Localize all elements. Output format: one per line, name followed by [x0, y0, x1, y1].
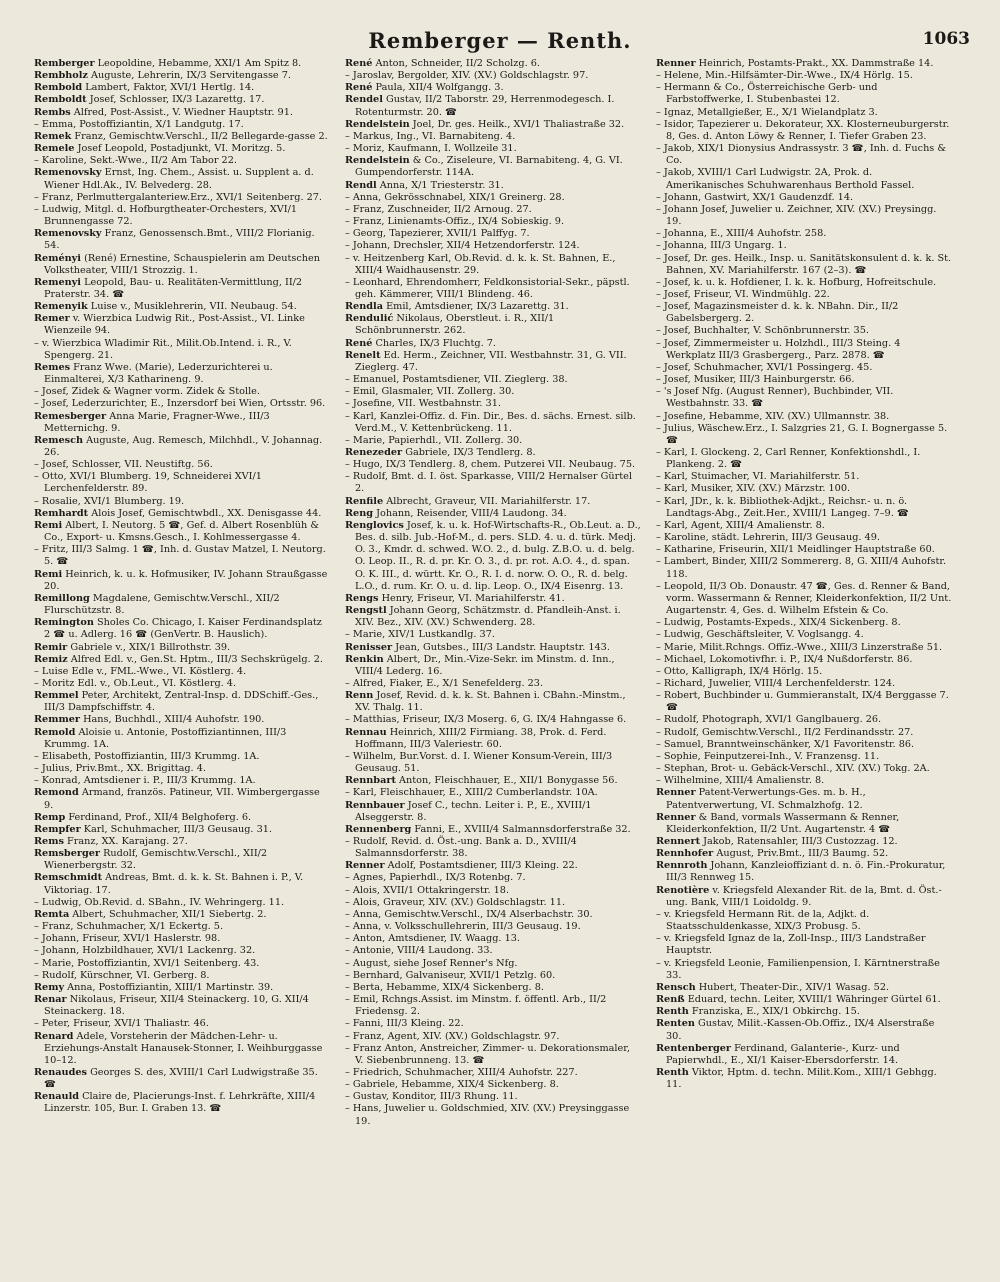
entry-surname: Renner: [656, 787, 696, 799]
directory-entry: – Johanna, E., XIII/4 Auhofstr. 258.: [656, 228, 827, 240]
directory-entry: Renner Adolf, Postamtsdiener, III/3 Kleing. 22.: [345, 860, 578, 872]
directory-entry: Remillong Magdalene, Gemischtw.Verschl., XII/2 Flurschützstr. 8.: [34, 592, 280, 617]
entry-surname: Renotière: [656, 884, 710, 896]
directory-entry: – Franz Anton, Anstreicher, Zimmer- u. Dekorationsmaler, V. Siebenbrunneng. 13. ☎: [345, 1042, 630, 1066]
directory-entry: – Anna, Gemischtw.Verschl., IX/4 Alserbachstr. 30.: [345, 908, 593, 920]
entry-surname: Rendelstein: [345, 155, 410, 167]
entry-surname: Rembold: [34, 82, 83, 94]
directory-entry: – Julius, Priv.Bmt., XX. Brigittag. 4.: [34, 763, 206, 775]
directory-entry: Remta Albert, Schuhmacher, XII/1 Siebertg. 2.: [34, 908, 267, 920]
directory-entry: – Friedrich, Schuhmacher, XIII/4 Auhofstr. 227.: [345, 1066, 578, 1078]
directory-entry: – 's Josef Nfg. (August Renner), Buchbinder, VII. Westbahnstr. 33. ☎: [656, 386, 894, 410]
directory-entry: Remmer Hans, Buchhdl., XIII/4 Auhofstr. 190.: [34, 714, 265, 726]
entry-surname: Rendulić: [345, 313, 394, 325]
entry-surname: René: [345, 82, 373, 94]
directory-entry: – v. Kriegsfeld Ignaz de la, Zoll-Insp., III/3 Landstraßer Hauptstr.: [656, 933, 926, 957]
entry-surname: Rennau: [345, 726, 387, 738]
directory-entry: Renard Adele, Vorsteherin der Mädchen-Lehr- u. Erziehungs-Anstalt Hanausek-Stonner, I. Weihburggasse 10–12.: [34, 1030, 323, 1066]
directory-entry: Rendelstein & Co., Ziseleure, VI. Barnabiteng. 4, G. VI. Gumpendorferstr. 114A.: [345, 155, 623, 179]
entry-surname: Remenyi: [34, 276, 81, 288]
directory-entry: – Lambert, Binder, XIII/2 Sommererg. 8, G. XIII/4 Auhofstr. 118.: [656, 556, 947, 580]
entry-surname: Renth: [656, 1006, 689, 1018]
directory-entry: – Emil, Rchngs.Assist. im Minstm. f. öffentl. Arb., II/2 Friedensg. 2.: [345, 994, 607, 1018]
entry-surname: Remesch: [34, 434, 84, 446]
directory-entry: – Josef, Zidek & Wagner vorm. Zidek & Stolle.: [34, 386, 260, 398]
directory-entry: Rendel Gustav, II/2 Taborstr. 29, Herrenmodegesch. I. Rotenturmstr. 20. ☎: [345, 94, 615, 118]
directory-entry: – Julius, Wäschew.Erz., I. Salzgries 21, G. I. Bognergasse 5. ☎: [656, 422, 948, 446]
directory-entry: – Ignaz, Metallgießer, E., X/1 Wielandplatz 3.: [656, 106, 878, 118]
page-number: 1063: [922, 29, 970, 49]
directory-entry: Remberger Leopoldine, Hebamme, XXI/1 Am Spitz 8.: [34, 58, 302, 69]
directory-entry: Remesch Auguste, Aug. Remesch, Milchhdl., V. Johannag. 26.: [34, 434, 323, 458]
directory-entry: René Charles, IX/3 Fluchtg. 7.: [345, 337, 496, 349]
directory-entry: – Katharine, Friseurin, XII/1 Meidlinger Hauptstraße 60.: [656, 544, 935, 556]
entry-surname: Reng: [345, 507, 374, 519]
entry-surname: Rennroth: [656, 860, 708, 872]
entry-surname: Rensch: [656, 981, 696, 993]
entry-surname: Rennenberg: [345, 823, 412, 835]
directory-entry: – Josefine, Hebamme, XIV. (XV.) Ullmannstr. 38.: [656, 410, 890, 422]
directory-entry: – Elisabeth, Postoffiziantin, III/3 Krummg. 1A.: [34, 750, 260, 762]
directory-entry: – Franz, Perlmuttergalanteriew.Erz., XVI/1 Seitenberg. 27.: [34, 191, 323, 203]
directory-entry: – Leopold, II/3 Ob. Donaustr. 47 ☎, Ges. d. Renner & Band, vorm. Wassermann & Renner, Kleiderkonfektion, II/2 Unt. Augartenstr. 4, Ges. d. Wilhelm Efstein & Co.: [656, 580, 952, 617]
directory-entry: Remesberger Anna Marie, Fragner-Wwe., III/3 Metternichg. 9.: [34, 410, 270, 434]
directory-entry: – Stephan, Brot- u. Gebäck-Verschl., XIV. (XV.) Tokg. 2A.: [656, 763, 930, 775]
directory-entry: – Gabriele, Hebamme, XIX/4 Sickenberg. 8.: [345, 1079, 559, 1091]
directory-entry: – Rudolf, Kürschner, VI. Gerberg. 8.: [34, 969, 210, 981]
entry-surname: Rendl: [345, 179, 377, 191]
entry-surname: Renar: [34, 994, 67, 1006]
directory-entry: – Josef, Lederzurichter, E., Inzersdorf bei Wien, Ortsstr. 96.: [34, 398, 326, 410]
directory-entry: – Ludwig, Mitgl. d. Hofburgtheater-Orchesters, XVI/1 Brunnengasse 72.: [34, 203, 298, 228]
directory-entry: – Peter, Friseur, XVI/1 Thaliastr. 46.: [34, 1018, 209, 1030]
directory-entry: – Marie, Papierhdl., VII. Zollerg. 30.: [345, 434, 523, 446]
directory-entry: Rengstl Johann Georg, Schätzmstr. d. Pfandleih-Anst. i. XIV. Bez., XIV. (XV.) Schwenderg. 28.: [345, 605, 621, 629]
directory-entry: – Marie, Postoffiziantin, XVI/1 Seitenberg. 43.: [34, 957, 260, 969]
directory-entry: Rennenberg Fanni, E., XVIII/4 Salmannsdorferstraße 32.: [345, 823, 631, 835]
directory-entry: Rennert Jakob, Ratensahler, III/3 Custozzag. 12.: [656, 836, 898, 847]
directory-entry: – Rudolf, Bmt. d. I. öst. Sparkasse, VIII/2 Hernalser Gürtel 2.: [345, 471, 632, 495]
directory-entry: Remold Aloisie u. Antonie, Postoffiziantinnen, III/3 Krummg. 1A.: [34, 726, 287, 750]
entry-surname: Rems: [34, 836, 64, 847]
directory-entry: – Luise Edle v., FML.-Wwe., VI. Köstlerg. 4.: [34, 665, 247, 677]
directory-entry: – Ludwig, Ob.Revid. d. SBahn., IV. Wehringerg. 11.: [34, 896, 285, 908]
directory-entry: – Josef, Buchhalter, V. Schönbrunnerstr. 35.: [656, 325, 869, 337]
entry-surname: Remer: [34, 313, 70, 325]
directory-entry: – Anton, Amtsdiener, IV. Waagg. 13.: [345, 933, 520, 945]
directory-entry: Rendulić Nikolaus, Oberstleut. i. R., XII/1 Schönbrunnerstr. 262.: [345, 313, 555, 337]
entry-surname: Renelt: [345, 349, 381, 361]
directory-entry: Rembholz Auguste, Lehrerin, IX/3 Servitengasse 7.: [34, 70, 291, 82]
directory-entry: – Josef, Schlosser, VII. Neustiftg. 56.: [34, 459, 213, 471]
directory-entry: Rennhofer August, Priv.Bmt., III/3 Baumg. 52.: [656, 848, 889, 860]
directory-entry: – Markus, Ing., VI. Barnabiteng. 4.: [345, 130, 516, 142]
entry-surname: Rennhofer: [656, 848, 714, 860]
entry-surname: Remenyik: [34, 301, 88, 313]
directory-entry: – Alois, Graveur, XIV. (XV.) Goldschlagstr. 11.: [345, 896, 566, 908]
directory-entry: Renezeder Gabriele, IX/3 Tendlerg. 8.: [345, 447, 536, 458]
page-header: [30, 26, 970, 56]
entry-surname: Renard: [34, 1030, 74, 1042]
entry-surname: Remington: [34, 617, 94, 629]
directory-entry: Renkin Albert, Dr., Min.-Vize-Sekr. im Minstm. d. Inn., VIII/4 Lederg. 16.: [345, 653, 615, 677]
directory-entry: Remschmidt Andreas, Bmt. d. k. k. St. Bahnen i. P., V. Viktoriag. 17.: [34, 872, 304, 896]
directory-entry: Renth Viktor, Hptm. d. techn. Milit.Kom., XIII/1 Gebhgg. 11.: [656, 1066, 937, 1091]
entry-surname: René: [345, 58, 373, 69]
entry-surname: Rennbart: [345, 775, 396, 787]
directory-entry: – Johann, Gastwirt, XX/1 Gaudenzdf. 14.: [656, 191, 854, 203]
directory-entry: – Karl, Fleischhauer, E., XIII/2 Cumberlandstr. 10A.: [345, 787, 598, 799]
directory-entry: Rempfer Karl, Schuhmacher, III/3 Geusaug. 31.: [34, 823, 272, 835]
directory-entry: – Karl, Stuimacher, VI. Mariahilferstr. 51.: [656, 471, 860, 483]
entry-surname: Rengs: [345, 592, 379, 604]
entry-surname: Remenovsky: [34, 167, 102, 179]
entry-surname: Renn: [345, 690, 374, 702]
directory-entry: Renn Josef, Revid. d. k. k. St. Bahnen i. CBahn.-Minstm., XV. Thalg. 11.: [345, 690, 626, 714]
entry-surname: Renauld: [34, 1091, 80, 1103]
directory-entry: – v. Kriegsfeld Leonie, Familienpension, I. Kärntnerstraße 33.: [656, 957, 940, 981]
directory-entry: – Josef, Friseur, VI. Windmühlg. 22.: [656, 288, 830, 300]
directory-entry: – Otto, XVI/1 Blumberg. 19, Schneiderei XVI/1 Lerchenfelderstr. 89.: [34, 471, 262, 495]
directory-entry: – Josefine, VII. Westbahnstr. 31.: [345, 398, 501, 410]
directory-entry: Renß Eduard, techn. Leiter, XVIII/1 Währinger Gürtel 61.: [656, 994, 941, 1006]
directory-entry: – Johann Josef, Juwelier u. Zeichner, XIV. (XV.) Preysingg. 19.: [656, 203, 937, 228]
entry-surname: Renfile: [345, 495, 384, 507]
directory-entry: Remir Gabriele v., XIX/1 Billrothstr. 39.: [34, 641, 231, 653]
entry-surname: Renner: [656, 58, 696, 69]
directory-entry: – Jaroslav, Bergolder, XIV. (XV.) Goldschlagstr. 97.: [345, 70, 589, 82]
directory-entry: – Johanna, III/3 Ungarg. 1.: [656, 240, 787, 252]
directory-entry: Rendl Anna, X/1 Triesterstr. 31.: [345, 179, 504, 191]
entry-surname: Remenovsky: [34, 228, 102, 240]
directory-entry: – August, siehe Josef Renner's Nfg.: [345, 957, 518, 969]
directory-entry: – Josef, k. u. k. Hofdiener, I. k. k. Hofburg, Hofreitschule.: [656, 276, 937, 288]
directory-entry: – Emanuel, Postamtsdiener, VII. Zieglerg. 38.: [345, 374, 568, 386]
directory-entry: – Josef, Zimmermeister u. Holzhdl., III/3 Steing. 4 Werkplatz III/3 Grasbergerg., Parz. 2878. ☎: [656, 337, 901, 361]
entry-surname: Remp: [34, 811, 66, 823]
directory-entry: – Moriz, Kaufmann, I. Wollzeile 31.: [345, 143, 517, 155]
directory-entry: Renfile Albrecht, Graveur, VII. Mariahilferstr. 17.: [345, 495, 591, 507]
directory-entry: Rembs Alfred, Post-Assist., V. Wiedner Hauptstr. 91.: [34, 106, 293, 118]
entry-surname: Remi: [34, 568, 63, 580]
entry-surname: Remschmidt: [34, 872, 103, 884]
column-2: [345, 58, 641, 1268]
directory-entry: Remenovsky Franz, Genossensch.Bmt., VIII/2 Florianig. 54.: [34, 228, 315, 252]
entry-surname: Rennbauer: [345, 799, 405, 811]
entry-surname: Remberger: [34, 58, 95, 69]
directory-entry: Rensch Hubert, Theater-Dir., XIV/1 Wasag. 52.: [656, 981, 890, 993]
directory-entry: Rendelstein Joel, Dr. ges. Heilk., XVI/1 Thaliastraße 32.: [345, 118, 625, 130]
directory-entry: Renth Franziska, E., XIX/1 Obkirchg. 15.: [656, 1006, 860, 1018]
entry-surname: Remsberger: [34, 848, 101, 860]
directory-entry: – v. Heitzenberg Karl, Ob.Revid. d. k. k. St. Bahnen, E., XIII/4 Waidhausenstr. 29.: [345, 252, 616, 276]
directory-entry: Remer v. Wierzbica Ludwig Rit., Post-Assist., VI. Linke Wienzeile 94.: [34, 313, 305, 337]
entry-surname: Rendelstein: [345, 118, 410, 130]
entry-surname: Reményi: [34, 252, 81, 264]
entry-surname: Remir: [34, 641, 68, 653]
directory-entry: Renisser Jean, Gutsbes., III/3 Landstr. Hauptstr. 143.: [345, 641, 610, 653]
directory-entry: Renar Nikolaus, Friseur, XII/4 Steinackerg. 10, G. XII/4 Steinackerg. 18.: [34, 994, 309, 1018]
directory-entry: – Gustav, Konditor, III/3 Rhung. 11.: [345, 1091, 518, 1103]
directory-entry: Remmel Peter, Architekt, Zentral-Insp. d. DDSchiff.-Ges., III/3 Dampfschiffstr. 4.: [34, 690, 319, 714]
directory-entry: Rentenberger Ferdinand, Galanterie-, Kurz- und Papierwhdl., E., XI/1 Kaiser-Ebersdorferstr. 14.: [656, 1042, 900, 1066]
entry-surname: Rempfer: [34, 823, 81, 835]
directory-entry: – Emil, Glasmaler, VII. Zollerg. 30.: [345, 386, 515, 398]
directory-entry: – Karoline, Sekt.-Wwe., II/2 Am Tabor 22.: [34, 155, 237, 167]
entry-surname: Renß: [656, 994, 685, 1006]
entry-surname: Remes: [34, 361, 71, 373]
entry-surname: Renaudes: [34, 1066, 87, 1078]
directory-entry: – Jakob, XIX/1 Dionysius Andrassystr. 3 ☎, Inh. d. Fuchs & Co.: [656, 143, 946, 167]
directory-entry: – Alois, XVII/1 Ottakringerstr. 18.: [345, 884, 510, 896]
directory-entry: Remiz Alfred Edl. v., Gen.St. Hptm., III/3 Sechskrügelg. 2.: [34, 653, 323, 665]
directory-entry: Remenyi Leopold, Bau- u. Realitäten-Vermittlung, II/2 Praterstr. 34. ☎: [34, 276, 303, 300]
entry-surname: Remi: [34, 519, 63, 531]
directory-entry: Reményi (René) Ernestine, Schauspielerin am Deutschen Volkstheater, VIII/1 Strozzig. 1.: [34, 252, 320, 276]
directory-entry: – Johann, Friseur, XVI/1 Haslerstr. 98.: [34, 933, 221, 945]
directory-entry: – Josef, Dr. ges. Heilk., Insp. u. Sanitätskonsulent d. k. k. St. Bahnen, XV. Mariahilferstr. 167 (2–3). ☎: [656, 252, 952, 276]
entry-surname: Remesberger: [34, 410, 107, 422]
directory-entry: Reng Johann, Reisender, VIII/4 Laudong. 34.: [345, 507, 567, 519]
entry-surname: Rembholz: [34, 70, 88, 82]
directory-entry: – Franz, Linienamts-Offiz., IX/4 Sobieskig. 9.: [345, 216, 565, 228]
entry-surname: Rengstl: [345, 605, 387, 617]
directory-entry: – Otto, Kalligraph, IX/4 Hörlg. 15.: [656, 665, 823, 677]
directory-entry: – Josef, Magazinsmeister d. k. k. NBahn. Dir., II/2 Gabelsbergerg. 2.: [656, 301, 899, 325]
directory-entry: Remenyik Luise v., Musiklehrerin, VII. Neubaug. 54.: [34, 301, 297, 313]
entry-surname: Rendel: [345, 94, 383, 106]
directory-entry: – v. Wierzbica Wladimir Rit., Milit.Ob.Intend. i. R., V. Spengerg. 21.: [34, 337, 292, 361]
entry-surname: Renglovics: [345, 519, 404, 531]
directory-entry: – Helene, Min.-Hilfsämter-Dir.-Wwe., IX/4 Hörlg. 15.: [656, 70, 913, 82]
directory-entry: Renaudes Georges S. des, XVIII/1 Carl Ludwigstraße 35. ☎: [34, 1066, 318, 1091]
directory-entry: – Karl, Musiker, XIV. (XV.) Märzstr. 100.: [656, 483, 851, 495]
directory-entry: – Rudolf, Photograph, XVI/1 Ganglbauerg. 26.: [656, 714, 882, 726]
entry-surname: Renner: [656, 811, 696, 823]
directory-entry: Remi Heinrich, k. u. k. Hofmusiker, IV. Johann Straußgasse 20.: [34, 568, 328, 592]
directory-entry: Renglovics Josef, k. u. k. Hof-Wirtschafts-R., Ob.Leut. a. D., Bes. d. silb. Jub.-Hof-M., d. pers. SLD. 4. u. d. türk. Medj. O. 3., Kmdr. d. schwed. W.O. 2., d. bulg. Z.B.O. u. d. belg. O. Leop. II., R. d. pr. Kr. O. 3., d. pr. rot. A.O. 4., d. span. O. K. III., d. württ. Kr. O., R. I. d. norw. O. O., R. d. belg. L.O., d. rum. Kr. O. u. d. lip. Leop. O., IX/4 Eisenrg. 13.: [345, 519, 641, 592]
directory-entry: Rengs Henry, Friseur, VI. Mariahilferstr. 41.: [345, 592, 565, 604]
directory-entry: Renelt Ed. Herm., Zeichner, VII. Westbahnstr. 31, G. VII. Zieglerg. 47.: [345, 349, 627, 373]
directory-entry: Rems Franz, XX. Karajang. 27.: [34, 836, 188, 847]
entry-surname: Remek: [34, 130, 72, 142]
directory-entry: – Karl, Kanzlei-Offiz. d. Fin. Dir., Bes. d. sächs. Ernest. silb. Verd.M., V. Kettenbrückeng. 11.: [345, 410, 636, 434]
entry-surname: Remta: [34, 908, 70, 920]
directory-entry: – Marie, XIV/1 Lustkandlg. 37.: [345, 629, 495, 641]
directory-entry: Remele Josef Leopold, Postadjunkt, VI. Moritzg. 5.: [34, 143, 286, 155]
directory-entry: – Fritz, III/3 Salmg. 1 ☎, Inh. d. Gustav Matzel, I. Neutorg. 5. ☎: [34, 544, 326, 568]
directory-entry: Rembold Lambert, Faktor, XVI/1 Hertlg. 14.: [34, 82, 255, 94]
entry-surname: Remillong: [34, 592, 90, 604]
directory-entry: – Jakob, XVIII/1 Carl Ludwigstr. 2A, Prok. d. Amerikanisches Schuhwarenhaus Berthold Fassel.: [656, 167, 915, 191]
entry-surname: Remmel: [34, 690, 79, 702]
directory-entry: Remenovsky Ernst, Ing. Chem., Assist. u. Supplent a. d. Wiener Hdl.Ak., IV. Belvederg. 28.: [34, 167, 314, 191]
directory-entry: Remhardt Alois Josef, Gemischtwbdl., XX. Denisgasse 44.: [34, 507, 322, 519]
directory-entry: – Berta, Hebamme, XIX/4 Sickenberg. 8.: [345, 981, 544, 993]
column-3: [656, 58, 952, 1268]
directory-entry: – Karl, Agent, XIII/4 Amalienstr. 8.: [656, 519, 825, 531]
directory-entry: Remi Albert, I. Neutorg. 5 ☎, Gef. d. Albert Rosenblüh & Co., Export- u. Kmsns.Gesch., I. Kohlmessergasse 4.: [34, 519, 319, 544]
directory-entry: – Rudolf, Gemischtw.Verschl., II/2 Ferdinandsstr. 27.: [656, 726, 914, 738]
directory-entry: – Johann, Drechsler, XII/4 Hetzendorferstr. 124.: [345, 240, 580, 252]
directory-entry: Remp Ferdinand, Prof., XII/4 Belghoferg. 6.: [34, 811, 252, 823]
entry-surname: René: [345, 337, 373, 349]
directory-entry: Rennau Heinrich, XIII/2 Firmiang. 38, Prok. d. Ferd. Hoffmann, III/3 Valeriestr. 60.: [345, 726, 607, 750]
directory-entry: Remek Franz, Gemischtw.Verschl., II/2 Bellegarde-gasse 2.: [34, 130, 328, 142]
directory-entry: – Johann, Holzbildhauer, XVI/1 Lackenrg. 32.: [34, 945, 256, 957]
directory-entry: – v. Kriegsfeld Hermann Rit. de la, Adjkt. d. Staatsschuldenkasse, XIX/3 Probusg. 5.: [656, 908, 870, 933]
directory-entry: – Anna, v. Volksschullehrerin, III/3 Geusaug. 19.: [345, 921, 581, 933]
entry-surname: Rentenberger: [656, 1042, 732, 1054]
directory-entry: – Fanni, III/3 Kleing. 22.: [345, 1018, 464, 1030]
directory-entry: – Isidor, Tapezierer u. Dekorateur, XX. Klosterneuburgerstr. 8, Ges. d. Anton Löwy & Renner, I. Tiefer Graben 23.: [656, 118, 950, 142]
directory-entry: – Alfred, Fiaker, E., X/1 Senefelderg. 23.: [345, 677, 544, 689]
directory-entry: – Emma, Postoffiziantin, X/1 Landgutg. 17.: [34, 118, 244, 130]
directory-entry: Renten Gustav, Milit.-Kassen-Ob.Offiz., IX/4 Alserstraße 30.: [656, 1018, 935, 1042]
directory-entry: – Franz, Zuschneider, II/2 Arnoug. 27.: [345, 203, 532, 215]
directory-entry: – Samuel, Branntweinschänker, X/1 Favoritenstr. 86.: [656, 738, 915, 750]
entry-surname: Remiz: [34, 653, 68, 665]
directory-entry: – Konrad, Amtsdiener i. P., III/3 Krummg. 1A.: [34, 775, 256, 787]
directory-entry: Remy Anna, Postoffiziantin, XIII/1 Martinstr. 39.: [34, 981, 274, 993]
directory-entry: Rennroth Johann, Kanzleioffiziant d. n. ö. Fin.-Prokuratur, III/3 Rennweg 15.: [656, 860, 946, 884]
directory-entry: – Josef, Schuhmacher, XVI/1 Possingerg. 45.: [656, 361, 873, 373]
directory-entry: Remington Sholes Co. Chicago, I. Kaiser Ferdinandsplatz 2 ☎ u. Adlerg. 16 ☎ (GenVertr. B. Hauslich).: [34, 617, 322, 641]
entry-surname: Remy: [34, 981, 65, 993]
entry-surname: Rembs: [34, 106, 71, 118]
entry-surname: Rennert: [656, 836, 701, 847]
entry-surname: Remold: [34, 726, 76, 738]
entry-surname: Remond: [34, 787, 79, 799]
entry-surname: Remele: [34, 143, 75, 155]
directory-entry: René Paula, XII/4 Wolfgangg. 3.: [345, 82, 504, 94]
directory-entry: – Sophie, Feinputzerei-Inh., V. Franzensg. 11.: [656, 750, 880, 762]
directory-entry: Rendla Emil, Amtsdiener, IX/3 Lazarettg. 31.: [345, 301, 569, 313]
directory-entry: – Hans, Juwelier u. Goldschmied, XIV. (XV.) Preysinggasse 19.: [345, 1103, 630, 1127]
directory-entry: René Anton, Schneider, II/2 Scholzg. 6.: [345, 58, 540, 69]
directory-entry: – Josef, Musiker, III/3 Hainburgerstr. 66.: [656, 374, 855, 386]
entry-surname: Renezeder: [345, 447, 403, 458]
directory-entry: – Karoline, städt. Lehrerin, III/3 Geusaug. 49.: [656, 532, 880, 544]
directory-entry: – Leonhard, Ehrendomherr, Feldkonsistorial-Sekr., päpstl. geh. Kämmerer, VIII/1 Blindeng. 46.: [345, 276, 630, 300]
directory-entry: – Marie, Milit.Rchngs. Offiz.-Wwe., XIII/3 Linzerstraße 51.: [656, 641, 943, 653]
directory-entry: Remond Armand, französ. Patineur, VII. Wimbergergasse 9.: [34, 787, 320, 811]
entry-surname: Renkin: [345, 653, 384, 665]
entry-surname: Rendla: [345, 301, 383, 313]
directory-entry: – Ludwig, Geschäftsleiter, V. Voglsangg. 4.: [656, 629, 864, 641]
directory-entry: Renner Heinrich, Postamts-Prakt., XX. Dammstraße 14.: [656, 58, 934, 69]
directory-entry: – Hermann & Co., Österreichische Gerb- und Farbstoffwerke, I. Stubenbastei 12.: [656, 82, 878, 106]
directory-entry: Rennbauer Josef C., techn. Leiter i. P., E., XVIII/1 Alseggerstr. 8.: [345, 799, 592, 823]
directory-entry: – Anna, Gekrösschnabel, XIX/1 Greinerg. 28.: [345, 191, 565, 203]
directory-entry: – Antonie, VIII/4 Laudong. 33.: [345, 945, 493, 957]
directory-entry: – Moritz Edl. v., Ob.Leut., VI. Köstlerg. 4.: [34, 677, 237, 689]
directory-entry: – Matthias, Friseur, IX/3 Moserg. 6, G. IX/4 Hahngasse 6.: [345, 714, 627, 726]
entry-surname: Renten: [656, 1018, 695, 1030]
directory-entry: – Bernhard, Galvaniseur, XVII/1 Petzlg. 60.: [345, 969, 556, 981]
entry-surname: Renner: [345, 860, 385, 872]
directory-entry: – Georg, Tapezierer, XVII/1 Palffyg. 7.: [345, 228, 530, 240]
directory-entry: – Ludwig, Postamts-Expeds., XIX/4 Sickenberg. 8.: [656, 617, 901, 629]
entry-surname: Remhardt: [34, 507, 89, 519]
directory-entry: Renner & Band, vormals Wassermann & Renner, Kleiderkonfektion, II/2 Unt. Augartenstr. 4 ☎: [656, 811, 900, 835]
entry-surname: Renisser: [345, 641, 393, 653]
directory-entry: – Wilhelm, Bur.Vorst. d. I. Wiener Konsum-Verein, III/3 Geusaug. 51.: [345, 750, 613, 775]
column-1: [34, 58, 330, 1268]
entry-surname: Remboldt: [34, 94, 87, 106]
directory-entry: Renotière v. Kriegsfeld Alexander Rit. de la, Bmt. d. Öst.-ung. Bank, VIII/1 Loidoldg. 9.: [656, 884, 942, 908]
running-title: Remberger — Renth.: [368, 28, 632, 53]
directory-entry: – Hugo, IX/3 Tendlerg. 8, chem. Putzerei VII. Neubaug. 75.: [345, 459, 636, 471]
directory-entry: Rennbart Anton, Fleischhauer, E., XII/1 Bonygasse 56.: [345, 775, 618, 787]
directory-entry: Remboldt Josef, Schlosser, IX/3 Lazarettg. 17.: [34, 94, 265, 106]
directory-entry: – Rudolf, Revid. d. Öst.-ung. Bank a. D., XVIII/4 Salmannsdorferstr. 38.: [345, 836, 577, 860]
directory-entry: Renauld Claire de, Placierungs-Inst. f. Lehrkräfte, XIII/4 Linzerstr. 105, Bur. I. Graben 13. ☎: [34, 1091, 316, 1115]
directory-entry: Remsberger Rudolf, Gemischtw.Verschl., XII/2 Wienerbergstr. 32.: [34, 848, 268, 872]
directory-entry: Remes Franz Wwe. (Marie), Lederzurichterei u. Einmalterei, X/3 Katharineng. 9.: [34, 361, 273, 386]
directory-entry: – Karl, JDr., k. k. Bibliothek-Adjkt., Reichsr.- u. n. ö. Landtags-Abg., Zeit.Her., XVIII/1 Langeg. 7–9. ☎: [656, 495, 909, 519]
directory-entry: – Franz, Agent, XIV. (XV.) Goldschlagstr. 97.: [345, 1030, 560, 1042]
directory-entry: – Michael, Lokomotivfhr. i. P., IX/4 Nußdorferstr. 86.: [656, 653, 913, 665]
directory-entry: – Agnes, Papierhdl., IX/3 Rotenbg. 7.: [345, 872, 526, 884]
directory-entry: – Robert, Buchbinder u. Gummieranstalt, IX/4 Berggasse 7. ☎: [656, 690, 949, 714]
directory-entry: – Richard, Juwelier, VIII/4 Lerchenfelderstr. 124.: [656, 677, 896, 689]
entry-surname: Renth: [656, 1066, 689, 1078]
directory-entry: – Wilhelmine, XIII/4 Amalienstr. 8.: [656, 775, 825, 787]
directory-entry: Renner Patent-Verwertungs-Ges. m. b. H., Patentverwertung, VI. Schmalzhofg. 12.: [656, 787, 866, 811]
directory-entry: – Rosalie, XVI/1 Blumberg. 19.: [34, 495, 185, 507]
directory-entry: – Franz, Schuhmacher, X/1 Eckertg. 5.: [34, 921, 224, 933]
entry-surname: Remmer: [34, 714, 80, 726]
directory-entry: – Karl, I. Glockeng. 2, Carl Renner, Konfektionshdl., I. Plankeng. 2. ☎: [656, 447, 921, 471]
